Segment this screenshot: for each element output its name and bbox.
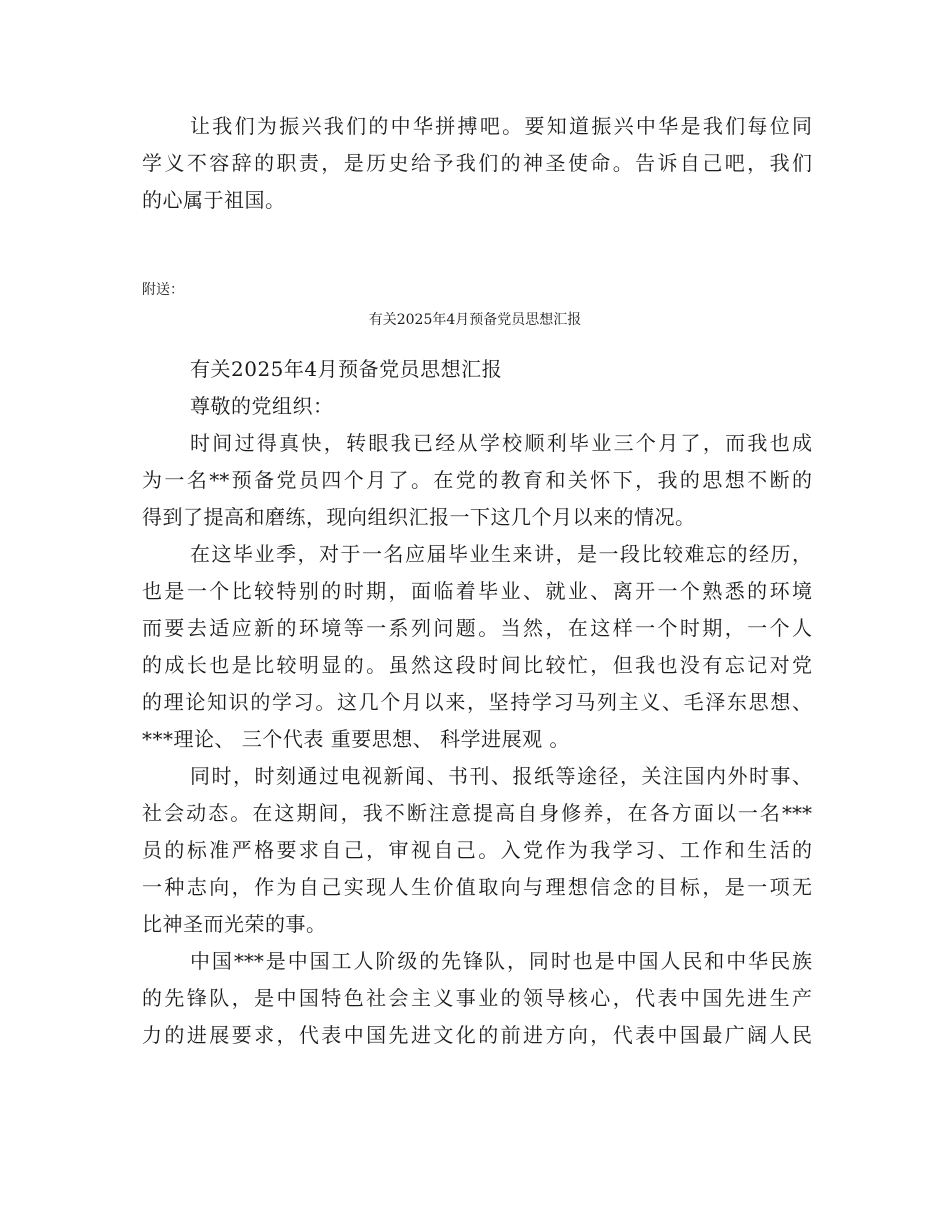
attachment-title: 有关2025年4月预备党员思想汇报: [368, 312, 582, 328]
report-line: 中国***是中国工人阶级的先锋队，同时也是中国人民和中华民族: [190, 949, 812, 973]
report-line: 力的进展要求，代表中国先进文化的前进方向，代表中国最广阔人民: [142, 1023, 812, 1047]
report-line: 时间过得真快，转眼我已经从学校顺利毕业三个月了，而我也成: [190, 431, 812, 455]
report-heading: 有关2025年4月预备党员思想汇报: [190, 357, 503, 381]
report-line: 同时，时刻通过电视新闻、书刊、报纸等途径，关注国内外时事、: [190, 764, 812, 788]
report-line: 一种志向，作为自己实现人生价值取向与理想信念的目标，是一项无: [142, 875, 812, 899]
report-line: 的先锋队，是中国特色社会主义事业的领导核心，代表中国先进生产: [142, 986, 812, 1010]
intro-line-2: 学义不容辞的职责，是历史给予我们的神圣使命。告诉自己吧，我们: [142, 151, 812, 175]
report-line: 也是一个比较特别的时期，面临着毕业、就业、离开一个熟悉的环境: [142, 579, 812, 603]
report-line: 的理论知识的学习。这几个月以来，坚持学习马列主义、毛泽东思想、: [142, 690, 812, 714]
report-line: 在这毕业季，对于一名应届毕业生来讲，是一段比较难忘的经历，: [190, 542, 812, 566]
intro-line-1: 让我们为振兴我们的中华拼搏吧。要知道振兴中华是我们每位同: [190, 114, 812, 138]
report-line: 的成长也是比较明显的。虽然这段时间比较忙，但我也没有忘记对党: [142, 653, 812, 677]
report-line: 得到了提高和磨练，现向组织汇报一下这几个月以来的情况。: [142, 505, 696, 529]
attachment-label: 附送：: [142, 282, 184, 298]
report-line: 为一名**预备党员四个月了。在党的教育和关怀下，我的思想不断的: [142, 468, 812, 492]
report-line: 社会动态。在这期间，我不断注意提高自身修养，在各方面以一名***: [142, 801, 812, 825]
intro-line-3: 的心属于祖国。: [142, 188, 286, 212]
report-line: 而要去适应新的环境等一系列问题。当然，在这样一个时期，一个人: [142, 616, 812, 640]
report-line: 员的标准严格要求自己，审视自己。入党作为我学习、工作和生活的: [142, 838, 812, 862]
report-line: 比神圣而光荣的事。: [142, 912, 327, 936]
report-salutation: 尊敬的党组织：: [190, 394, 334, 418]
report-line: ***理论、 三个代表 重要思想、 科学进展观 。: [142, 727, 570, 751]
